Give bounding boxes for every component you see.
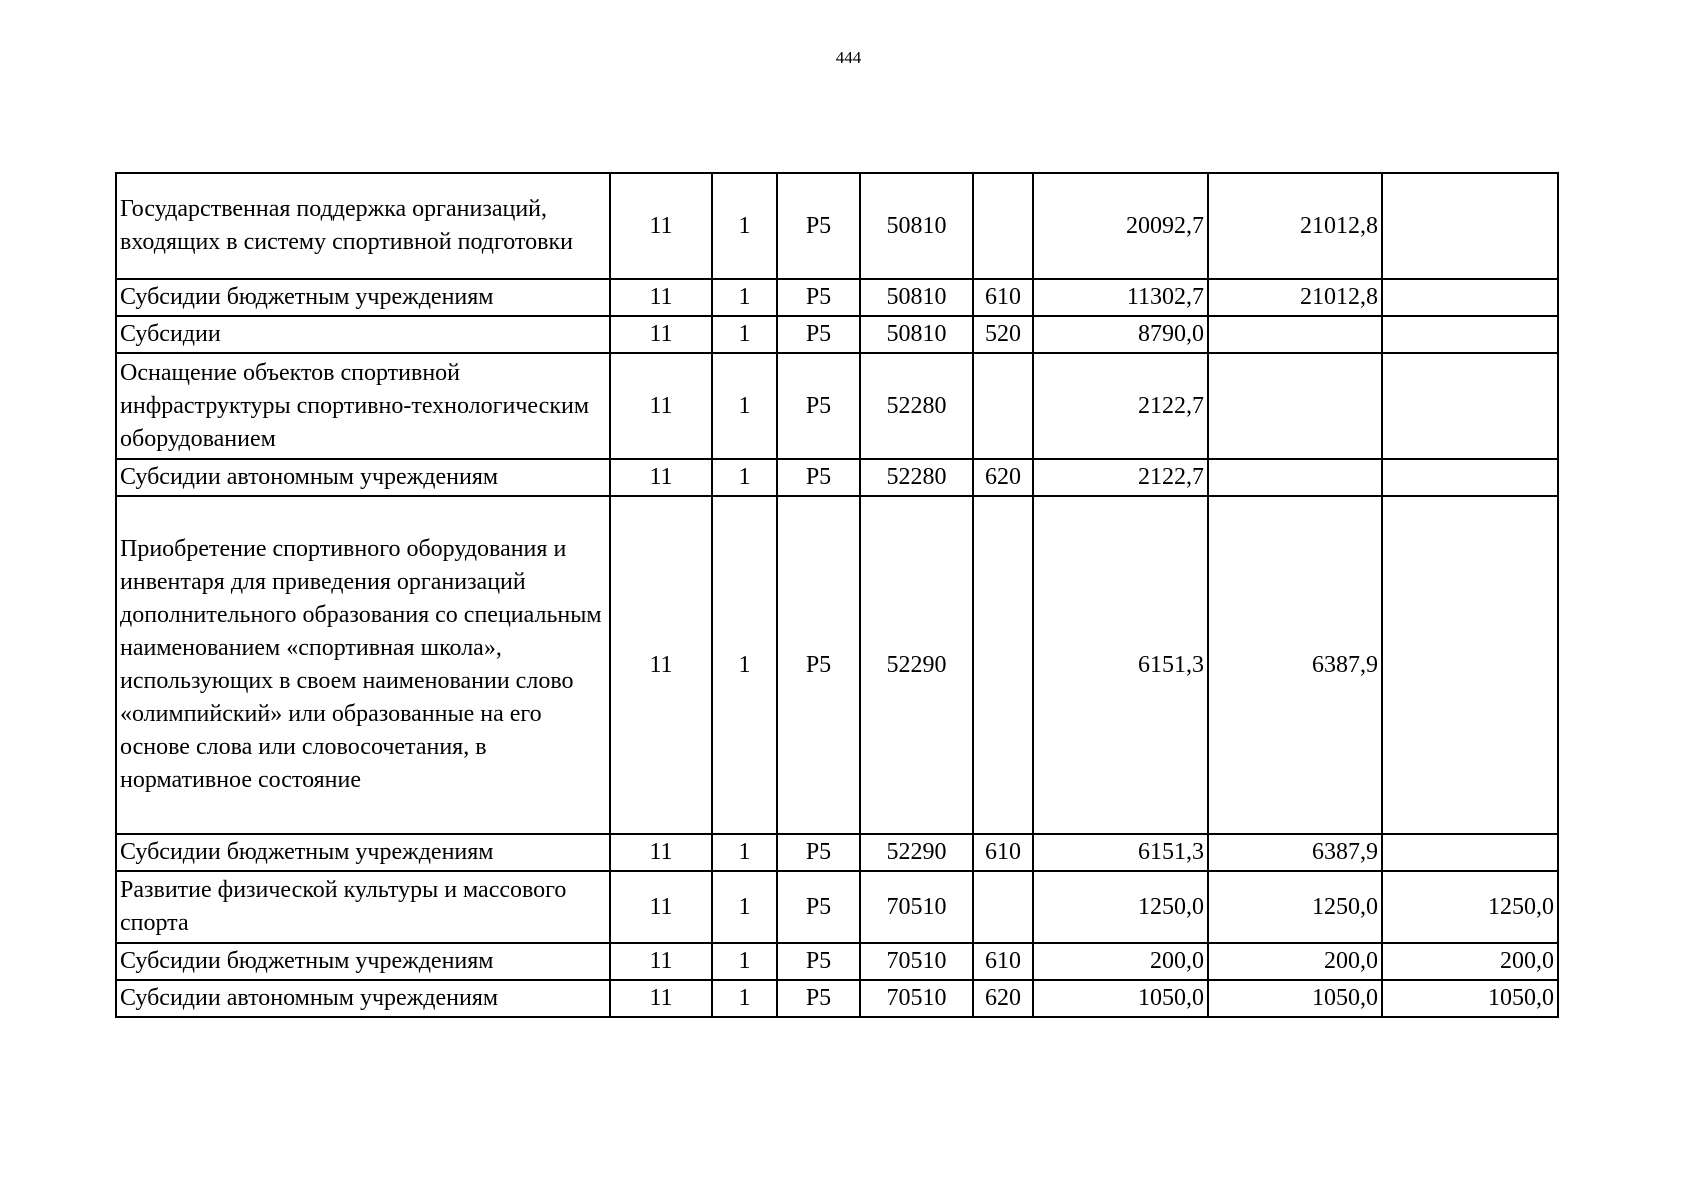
article-code: 70510: [860, 980, 973, 1017]
page-number: 444: [835, 48, 862, 67]
amount-3: 1050,0: [1382, 980, 1558, 1017]
section-code: 11: [610, 459, 712, 496]
program-code: Р5: [777, 316, 860, 353]
program-code: Р5: [777, 496, 860, 834]
row-name: Субсидии: [116, 316, 610, 353]
amount-2: 21012,8: [1208, 173, 1382, 279]
amount-3: [1382, 279, 1558, 316]
article-code: 50810: [860, 316, 973, 353]
amount-2: [1208, 459, 1382, 496]
table-row: [116, 980, 1558, 1017]
row-name: Субсидии автономным учреждениям: [116, 980, 610, 1017]
section-code: 11: [610, 316, 712, 353]
section-code: 11: [610, 980, 712, 1017]
program-code: Р5: [777, 943, 860, 980]
program-code: Р5: [777, 353, 860, 459]
subsection-code: 1: [712, 943, 777, 980]
amount-3: [1382, 834, 1558, 871]
amount-1: 8790,0: [1033, 316, 1208, 353]
expense-type-code: 520: [973, 316, 1033, 353]
program-code: Р5: [777, 980, 860, 1017]
table-body: [116, 173, 1558, 1017]
amount-2: 6387,9: [1208, 834, 1382, 871]
article-code: 52290: [860, 834, 973, 871]
amount-3: [1382, 316, 1558, 353]
row-name: Оснащение объектов спортивной инфраструктуры спортивно-технологическим оборудованием: [116, 353, 610, 459]
article-code: 50810: [860, 173, 973, 279]
amount-2: 21012,8: [1208, 279, 1382, 316]
program-code: Р5: [777, 279, 860, 316]
subsection-code: 1: [712, 459, 777, 496]
amount-1: 6151,3: [1033, 496, 1208, 834]
subsection-code: 1: [712, 173, 777, 279]
section-code: 11: [610, 173, 712, 279]
amount-2: 6387,9: [1208, 496, 1382, 834]
table-row: [116, 459, 1558, 496]
subsection-code: 1: [712, 279, 777, 316]
section-code: 11: [610, 834, 712, 871]
subsection-code: 1: [712, 980, 777, 1017]
expense-type-code: [973, 871, 1033, 943]
subsection-code: 1: [712, 496, 777, 834]
table-row: [116, 316, 1558, 353]
row-name: Субсидии автономным учреждениям: [116, 459, 610, 496]
program-code: Р5: [777, 834, 860, 871]
amount-1: 20092,7: [1033, 173, 1208, 279]
expense-type-code: 620: [973, 459, 1033, 496]
subsection-code: 1: [712, 871, 777, 943]
subsection-code: 1: [712, 316, 777, 353]
table-row: [116, 173, 1558, 279]
section-code: 11: [610, 353, 712, 459]
article-code: 70510: [860, 871, 973, 943]
program-code: Р5: [777, 871, 860, 943]
program-code: Р5: [777, 173, 860, 279]
expense-type-code: 620: [973, 980, 1033, 1017]
amount-2: 1050,0: [1208, 980, 1382, 1017]
amount-1: 2122,7: [1033, 459, 1208, 496]
expense-type-code: [973, 353, 1033, 459]
section-code: 11: [610, 943, 712, 980]
amount-3: [1382, 173, 1558, 279]
article-code: 50810: [860, 279, 973, 316]
row-name: Субсидии бюджетным учреждениям: [116, 834, 610, 871]
table-row: [116, 834, 1558, 871]
row-name: Развитие физической культуры и массового спорта: [116, 871, 610, 943]
amount-1: 1250,0: [1033, 871, 1208, 943]
table-row: [116, 279, 1558, 316]
section-code: 11: [610, 871, 712, 943]
article-code: 52290: [860, 496, 973, 834]
article-code: 52280: [860, 459, 973, 496]
amount-1: 1050,0: [1033, 980, 1208, 1017]
amount-3: [1382, 353, 1558, 459]
amount-3: 200,0: [1382, 943, 1558, 980]
subsection-code: 1: [712, 834, 777, 871]
expense-type-code: [973, 173, 1033, 279]
article-code: 52280: [860, 353, 973, 459]
amount-2: [1208, 353, 1382, 459]
subsection-code: 1: [712, 353, 777, 459]
amount-2: 1250,0: [1208, 871, 1382, 943]
amount-3: [1382, 459, 1558, 496]
table-row: [116, 353, 1558, 459]
row-name: Приобретение спортивного оборудования и инвентаря для приведения организаций дополнительного образования со специальным наименованием «спортивная школа», использующих в своем наименовании слово «олимпийский» или образованные на его основе слова или словосочетания, в нормативное состояние: [116, 496, 610, 834]
table-row: [116, 496, 1558, 834]
expense-type-code: 610: [973, 834, 1033, 871]
section-code: 11: [610, 279, 712, 316]
table-row: [116, 943, 1558, 980]
program-code: Р5: [777, 459, 860, 496]
amount-3: 1250,0: [1382, 871, 1558, 943]
table-row: [116, 871, 1558, 943]
row-name: Государственная поддержка организаций, входящих в систему спортивной подготовки: [116, 173, 610, 279]
amount-1: 11302,7: [1033, 279, 1208, 316]
row-name: Субсидии бюджетным учреждениям: [116, 279, 610, 316]
expense-type-code: 610: [973, 943, 1033, 980]
article-code: 70510: [860, 943, 973, 980]
row-name: Субсидии бюджетным учреждениям: [116, 943, 610, 980]
expense-type-code: [973, 496, 1033, 834]
amount-3: [1382, 496, 1558, 834]
amount-1: 6151,3: [1033, 834, 1208, 871]
amount-1: 200,0: [1033, 943, 1208, 980]
amount-2: 200,0: [1208, 943, 1382, 980]
section-code: 11: [610, 496, 712, 834]
expense-type-code: 610: [973, 279, 1033, 316]
amount-2: [1208, 316, 1382, 353]
budget-table: [115, 172, 1559, 1018]
amount-1: 2122,7: [1033, 353, 1208, 459]
